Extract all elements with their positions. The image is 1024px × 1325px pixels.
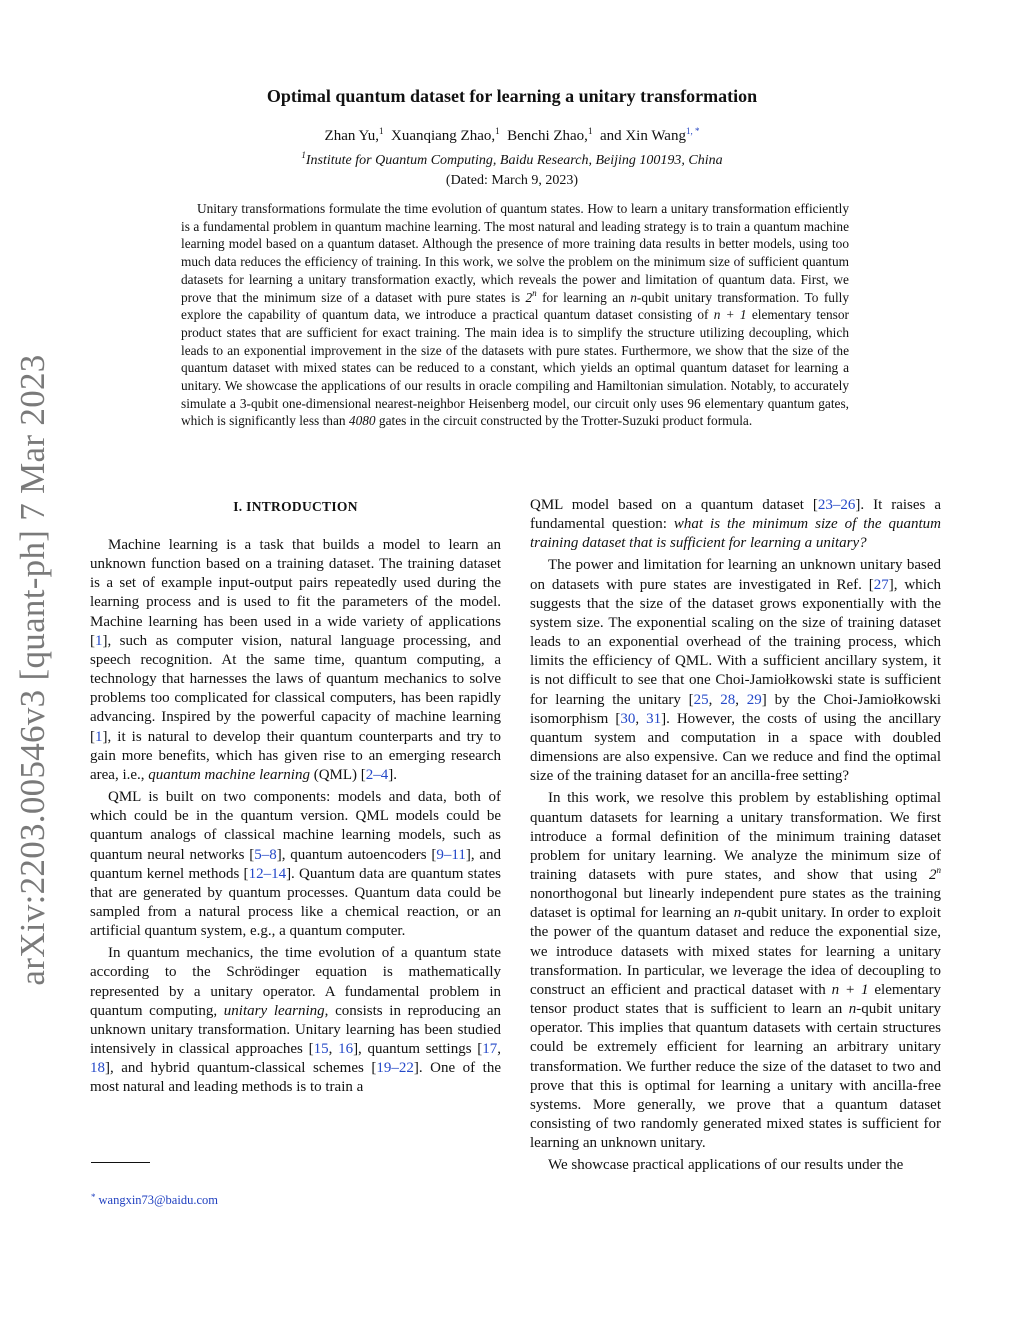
author-affil-mark-corresponding[interactable]: 1, * — [685, 126, 700, 136]
citation-link[interactable]: 12–14 — [248, 865, 287, 882]
author-list — [0, 128, 1024, 145]
citation-link[interactable]: 9–11 — [436, 846, 466, 863]
footnote-mark: * — [91, 1192, 96, 1202]
citation-link[interactable]: 2–4 — [365, 766, 389, 783]
citation-link[interactable]: 29 — [746, 691, 762, 708]
author-xuanqiang-zhao: Xuanqiang Zhao, — [390, 128, 496, 144]
left-column — [90, 496, 501, 1098]
citation-link[interactable]: 17 — [482, 1041, 498, 1058]
arxiv-identifier-stamp — [10, 350, 56, 990]
citation-link[interactable]: 25 — [693, 691, 709, 708]
section-heading-introduction: I. INTRODUCTION — [233, 499, 358, 514]
author-affil-mark: 1 — [378, 126, 384, 136]
author-affil-mark: 1 — [495, 126, 500, 136]
dated-line: (Dated: March 9, 2023) — [445, 173, 579, 188]
body-paragraph: In this work, we resolve this problem by establishing optimal quantum datasets for learning a unitary transformation. We first introduce a formal definition of the minimum training dataset problem for unitary learning. We analyze the minimum size of training datasets with pure states, and show that using 2$^n$ nonorthogonal but linearly independent pure states as the training dataset is optimal for learning an n-qubit unitary. In order to exploit the power of the quantum dataset and reduce the exponential size, we introduce datasets with mixed states for learning a unitary transformation. In particular, we leverage the idea of decoupling to construct an efficient and practical dataset with n + 1 elementary tensor product states that is sufficient to learn an n-qubit unitary operator. This implies that quantum datasets with certain structures could be extremely efficient for learning an arbitrary unitary transformation. We further reduce the size of the dataset to two and prove that this is optimal for learning a unitary with ancilla-free systems. More generally, we prove that a quantum dataset consisting of two randomly generated mixed states is sufficient for learning an unknown unitary. — [530, 790, 941, 1152]
abstract-paragraph: Unitary transformations formulate the time evolution of quantum states. How to learn a unitary transformation efficiently is a fundamental problem in quantum machine learning. The most natural and leading strategy is to train a quantum machine learning model based on a quantum dataset. Although the presence of more training data results in better models, using too much data reduces the efficiency of training. In this work, we solve the problem on the minimum size of sufficient quantum datasets for learning a unitary transformation exactly, which reveals the power and limitation of quantum data. First, we prove that the minimum size of a dataset with pure states is 2$^n$ for learning an n-qubit unitary transformation. To fully explore the capability of quantum data, we introduce a practical quantum dataset consisting of n + 1 elementary tensor product states that are sufficient for exact training. The main idea is to simplify the structure utilizing decoupling, which leads to an exponential improvement in the size of the datasets with pure states. Furthermore, we show that the size of the quantum dataset with mixed states can be reduced to a constant, which yields an optimal quantum dataset for learning a unitary. We showcase the applications of our results in oracle compiling and Hamiltonian simulation. Notably, to accurately simulate a 3-qubit one-dimensional nearest-neighbor Heisenberg model, our circuit only uses 96 elementary quantum gates, which is significantly less than 4080 gates in the circuit constructed by the Trotter-Suzuki product formula. — [181, 201, 850, 429]
author-affil-mark: 1 — [587, 126, 593, 136]
citation-link[interactable]: 1 — [95, 632, 103, 649]
body-paragraph: Machine learning is a task that builds a model to learn an unknown function based on a training dataset. The training dataset is a set of example input-output pairs repeatedly used during the learning process and is used to fit the parameters of the model. Machine learning has been used in a wide variety of applications [1], such as computer vision, natural language processing, and speech recognition. At the same time, quantum computing, a technology that harnesses the laws of quantum mechanics to solve problems too complicated for classical computers, has been rapidly advancing. Inspired by the powerful capacity of machine learning [1], it is natural to develop their quantum counterparts and try to gain more benefits, which has given rise to an emerging research area, i.e., quantum machine learning (QML) [2–4]. — [90, 537, 501, 783]
right-column — [530, 496, 941, 1175]
affiliation-mark: 1 — [301, 150, 306, 160]
footnote-email-link[interactable]: wangxin73@baidu.com — [98, 1193, 218, 1207]
citation-link[interactable]: 30 — [620, 710, 636, 727]
citation-link[interactable]: 23–26 — [817, 497, 856, 513]
citation-link[interactable]: 18 — [90, 1060, 105, 1077]
citation-link[interactable]: 1 — [95, 728, 103, 745]
citation-link[interactable]: 28 — [720, 691, 736, 708]
citation-link[interactable]: 5–8 — [254, 846, 277, 863]
abstract — [181, 200, 849, 430]
body-paragraph: The power and limitation for learning an unknown unitary based on datasets with pure states are investigated in Ref. [27], which suggests that the size of the dataset grows exponentially with the system size. The exponential scaling on the size of training dataset leads to an exponential overhead of the training process, which limits the efficiency of QML. With a sufficient ancillary system, it is not difficult to see that one Choi-Jamiołkowski state is sufficient for learning the unitary [25, 28, 29] by the Choi-Jamiołkowski isomorphism [30, 31]. However, the costs of using the ancillary quantum system and computation in a space with doubled dimensions are also expensive. Can we reduce and find the optimal size of the training dataset for an ancilla-free setting? — [530, 557, 942, 785]
citation-link[interactable]: 19–22 — [376, 1060, 414, 1077]
affiliation — [0, 150, 1024, 169]
citation-link[interactable]: 27 — [873, 576, 889, 593]
body-paragraph: In quantum mechanics, the time evolution of a quantum state according to the Schrödinger equation is mathematically represented by a unitary operator. A fundamental problem in quantum computing, unitary learning, consists in reproducing an unknown unitary transformation. Unitary learning has been studied intensively in classical approaches [15, 16], quantum settings [17, 18], and hybrid quantum-classical schemes [19–22]. One of the most natural and leading methods is to train a — [90, 945, 502, 1096]
footnote-divider — [91, 1162, 150, 1163]
author-xin-wang: and Xin Wang — [599, 128, 686, 144]
citation-link[interactable]: 15 — [313, 1041, 329, 1058]
paper-title: Optimal quantum dataset for learning a unitary transformation — [266, 86, 758, 106]
affiliation-text: Institute for Quantum Computing, Baidu Research, Beijing 100193, China — [305, 153, 723, 168]
body-paragraph: We showcase practical applications of our results under the — [548, 1157, 904, 1174]
citation-link[interactable]: 31 — [646, 710, 662, 727]
body-paragraph: QML model based on a quantum dataset [23–26]. It raises a fundamental question: what is the minimum size of the quantum training dataset that is sufficient for learning a unitary? — [530, 497, 942, 552]
author-benchi-zhao: Benchi Zhao, — [507, 128, 588, 144]
citation-link[interactable]: 16 — [338, 1041, 354, 1058]
footnote — [91, 1192, 218, 1208]
body-paragraph: QML is built on two components: models and data, both of which could be in the quantum version. QML models could be quantum analogs of classical machine learning models, such as quantum neural networks [5–8], quantum autoencoders [9–11], and quantum kernel methods [12–14]. Quantum data are quantum states that are generated by quantum processes. Quantum data could be sampled from a natural process like a chemical reaction, or an artificial quantum system, e.g., a quantum computer. — [90, 789, 502, 940]
author-zhan-yu: Zhan Yu, — [324, 128, 379, 144]
arxiv-id-text: arXiv:2203.00546v3 [quant-ph] 7 Mar 2023 — [13, 354, 52, 986]
